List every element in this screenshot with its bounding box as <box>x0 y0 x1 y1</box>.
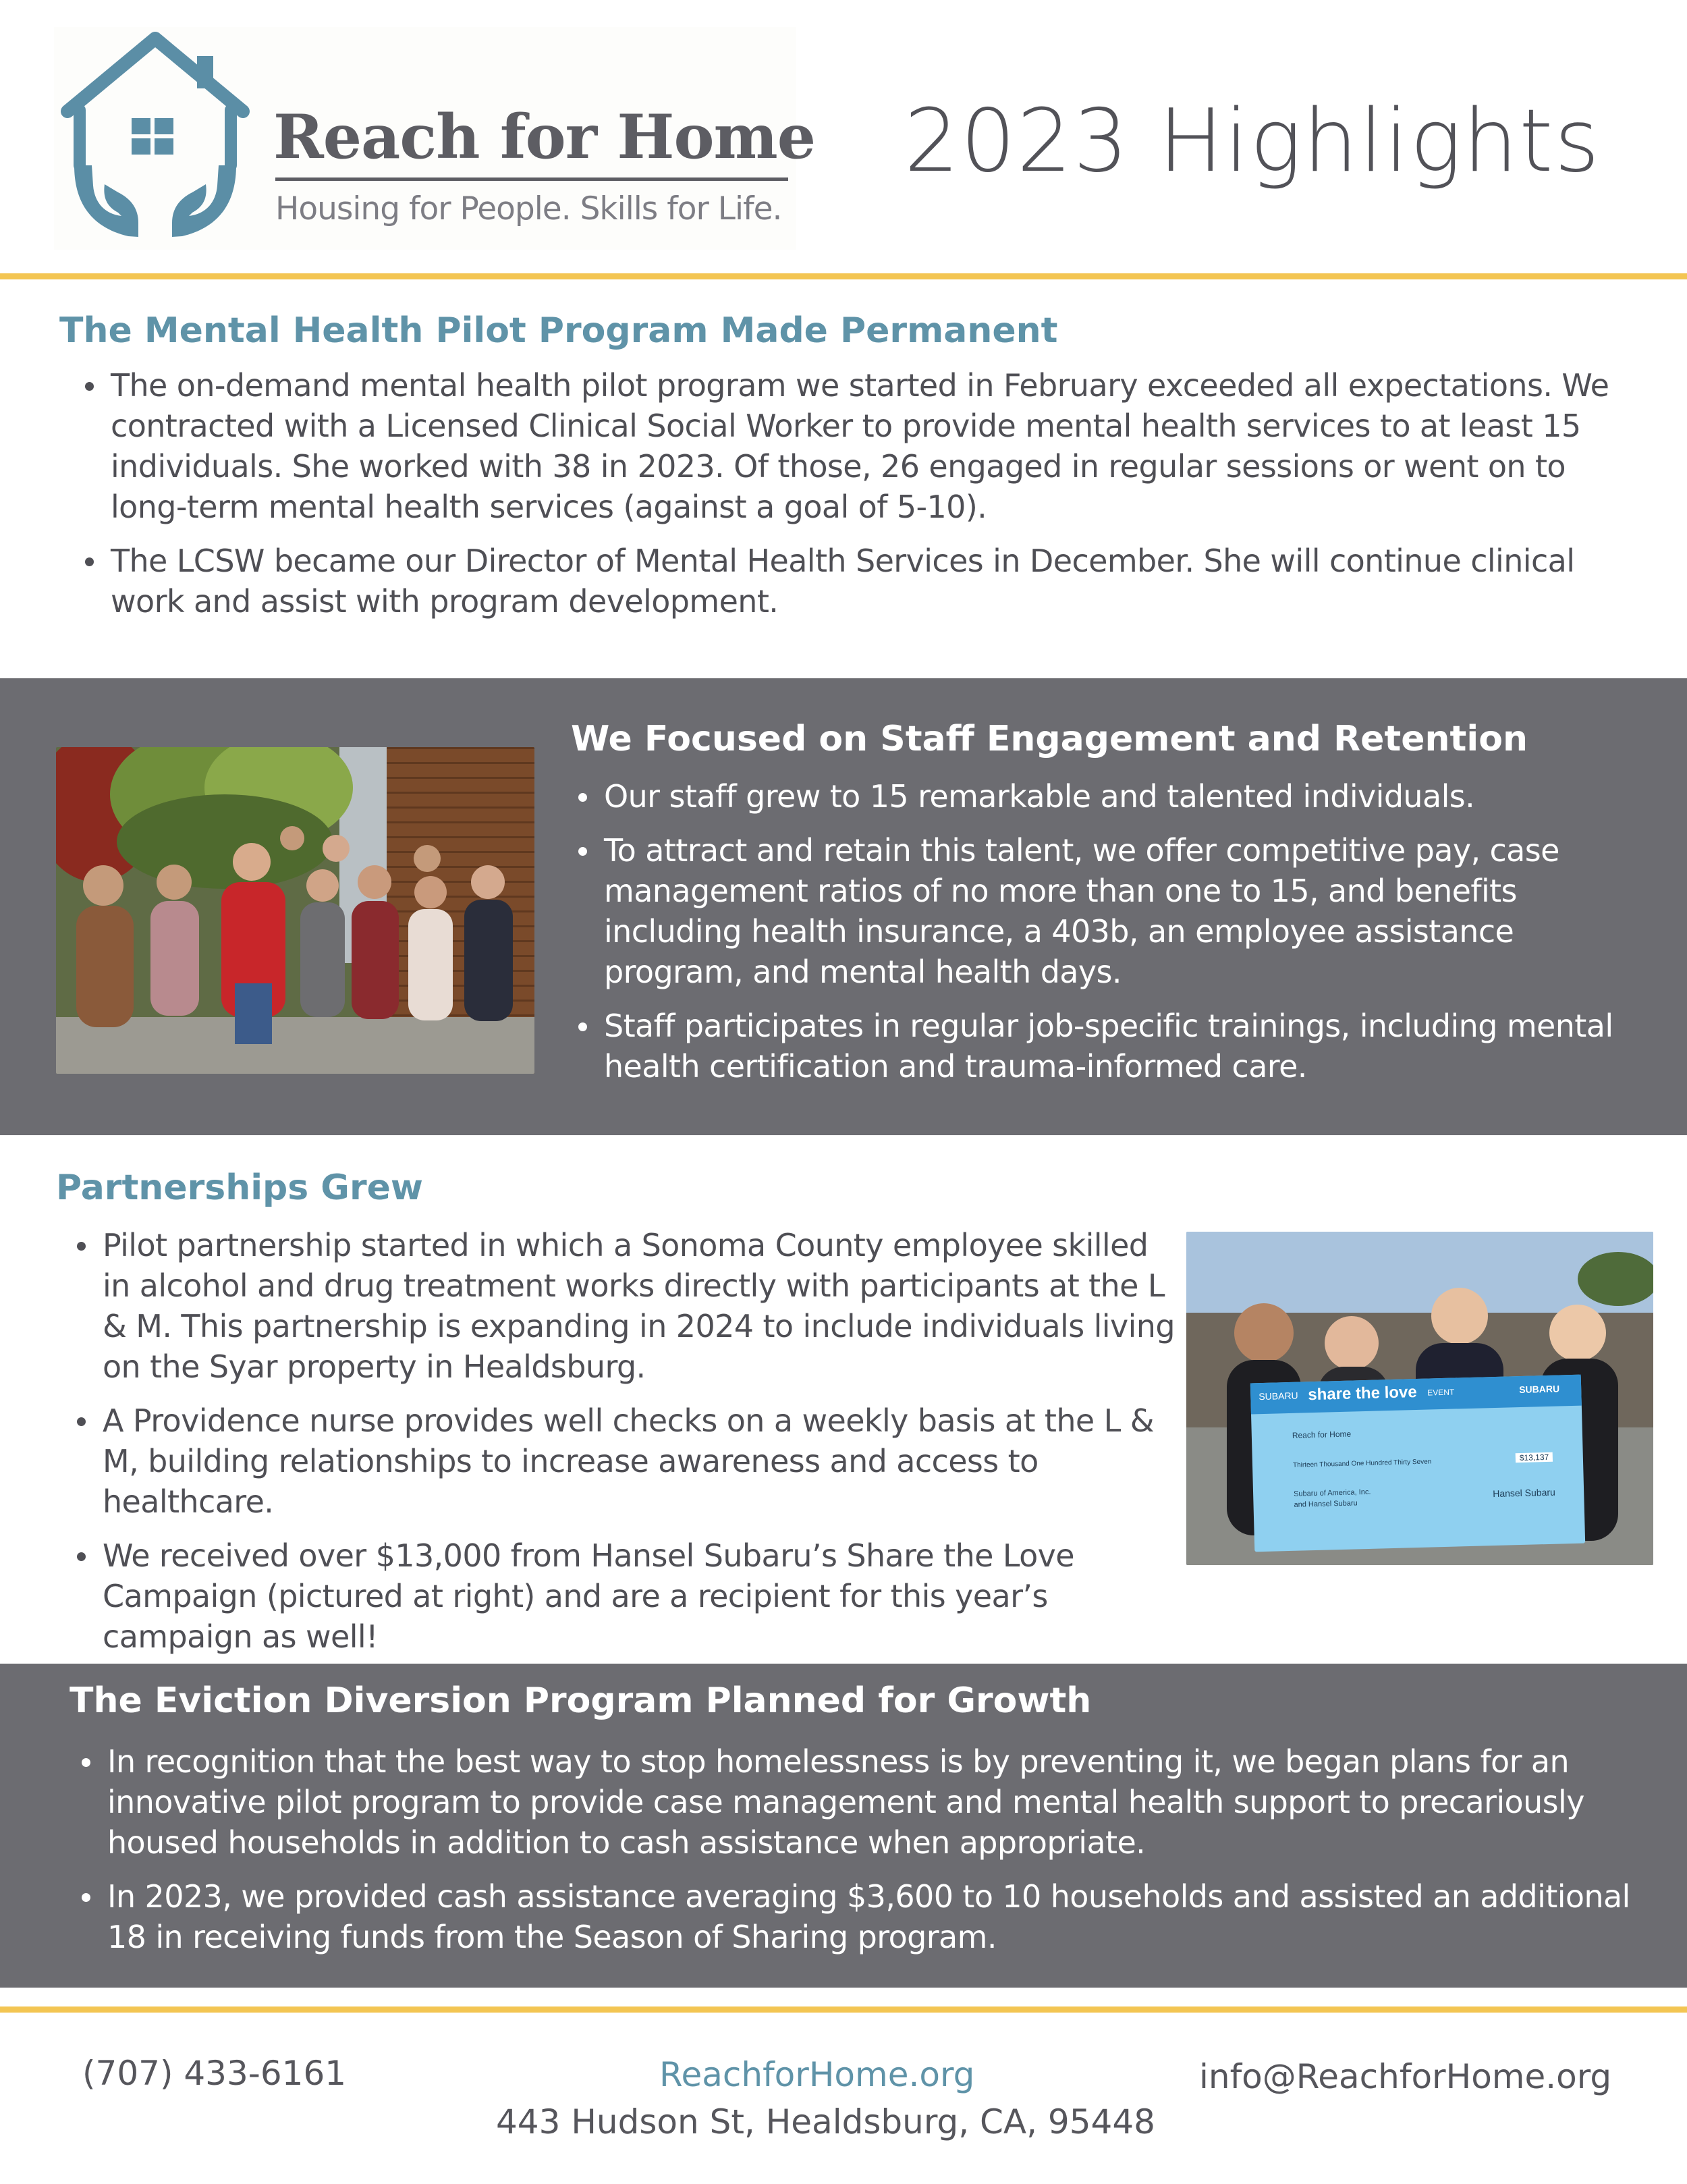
list-item: Staff participates in regular job-specific trainings, including mental health certification and trauma-informed care. <box>604 1006 1643 1087</box>
staff-group-photo <box>56 747 534 1074</box>
check-from-line2: and Hansel Subaru <box>1294 1499 1358 1509</box>
footer-address: 443 Hudson St, Healdsburg, CA, 95448 <box>496 2102 1155 2141</box>
subaru-check-photo <box>1186 1232 1653 1565</box>
check-signer: Hansel Subaru <box>1493 1486 1556 1500</box>
check-event: share the love <box>1307 1383 1417 1404</box>
donation-check <box>1250 1375 1585 1552</box>
list-item: In recognition that the best way to stop homelessness is by preventing it, we began plans for an innovative pilot program to provide case management and mental health support to precariously housed households in addition to cash assistance when appropriate. <box>107 1741 1639 1863</box>
page-title: 2023 Highlights <box>904 91 1601 192</box>
logo-divider <box>275 178 788 181</box>
mental-health-list <box>111 365 1636 635</box>
list-item: The on-demand mental health pilot program we started in February exceeded all expectations. We contracted with a Licensed Clinical Social Worker to provide mental health services to at least 15 individuals. She worked with 38 in 2023. Of those, 26 engaged in regular sessions or went on to long-term mental health services (against a goal of 5-10). <box>111 365 1636 527</box>
list-item: A Providence nurse provides well checks on a weekly basis at the L & M, building relationships to increase awareness and access to healthcare. <box>103 1400 1182 1522</box>
staff-heading: We Focused on Staff Engagement and Retention <box>571 719 1528 759</box>
list-item: In 2023, we provided cash assistance averaging $3,600 to 10 households and assisted an additional 18 in receiving funds from the Season of Sharing program. <box>107 1876 1639 1957</box>
header-divider <box>0 273 1687 279</box>
house-hands-logo-icon <box>54 30 256 246</box>
footer-email-link[interactable]: info@ReachforHome.org <box>1199 2057 1612 2096</box>
footer-divider <box>0 2006 1687 2013</box>
check-amount: $13,137 <box>1516 1452 1553 1463</box>
list-item: We received over $13,000 from Hansel Subaru’s Share the Love Campaign (pictured at right) and are a recipient for this year’s campaign as well! <box>103 1535 1182 1657</box>
list-item: The LCSW became our Director of Mental Health Services in December. She will continue clinical work and assist with program development. <box>111 541 1636 622</box>
check-event-suffix: EVENT <box>1427 1387 1455 1398</box>
footer-phone[interactable]: (707) 433-6161 <box>82 2054 347 2093</box>
staff-list <box>604 776 1643 1100</box>
eviction-list <box>107 1741 1639 1971</box>
footer-website-link[interactable]: ReachforHome.org <box>659 2055 975 2094</box>
logo-tagline: Housing for People. Skills for Life. <box>275 190 782 227</box>
check-payee: Reach for Home <box>1292 1429 1352 1440</box>
partnerships-list <box>103 1225 1182 1670</box>
check-amount-words: Thirteen Thousand One Hundred Thirty Seven <box>1292 1458 1432 1469</box>
mental-health-heading: The Mental Health Pilot Program Made Permanent <box>59 310 1058 351</box>
list-item: To attract and retain this talent, we offer competitive pay, case management ratios of no more than one to 15, and benefits including health insurance, a 403b, an employee assistance program, and mental health days. <box>604 830 1643 992</box>
list-item: Pilot partnership started in which a Sonoma County employee skilled in alcohol and drug treatment works directly with participants at the L & M. This partnership is expanding in 2024 to include individuals living on the Syar property in Healdsburg. <box>103 1225 1182 1387</box>
check-from-line1: Subaru of America, Inc. <box>1293 1487 1371 1498</box>
logo-name: Reach for Home <box>273 101 815 173</box>
list-item: Our staff grew to 15 remarkable and talented individuals. <box>604 776 1643 817</box>
check-brand-left: SUBARU <box>1259 1390 1298 1402</box>
eviction-heading: The Eviction Diversion Program Planned for Growth <box>70 1681 1092 1721</box>
partnerships-heading: Partnerships Grew <box>56 1168 423 1208</box>
check-brand-right: SUBARU <box>1518 1383 1560 1396</box>
